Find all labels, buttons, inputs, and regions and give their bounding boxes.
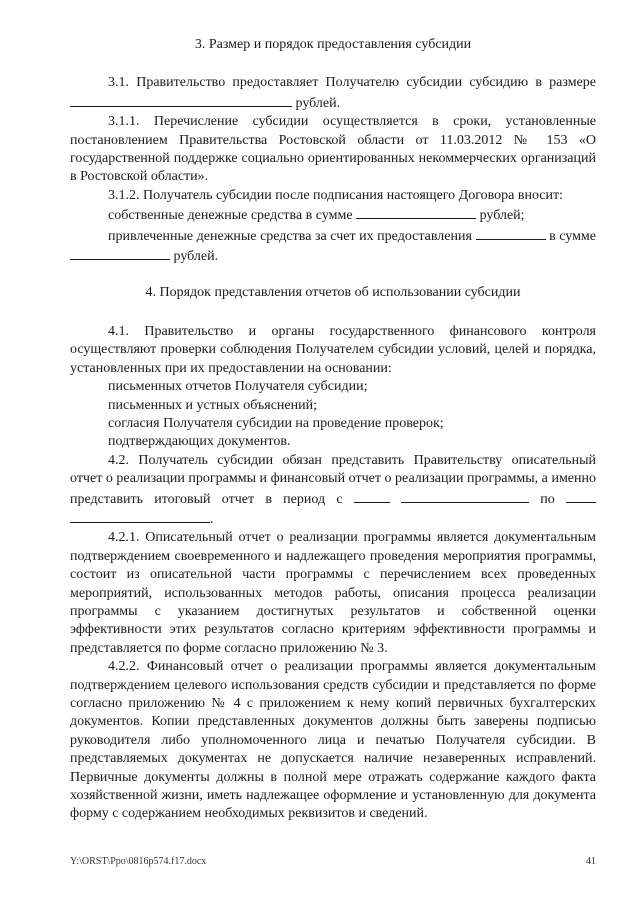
basis-item-2: письменных и устных объяснений; <box>108 397 318 413</box>
period-end-day-blank <box>566 489 596 503</box>
clause-3-1-1: 3.1.1. Перечисление субсидии осуществляется в сроки, установленные постановлением Правительства Ростовской области от 11.03.2012 № 153 «О государственной поддержке социально ориентированных некоммерческих организаций в Ростовской области». <box>70 114 596 185</box>
own-funds-label: собственные денежные средства в сумме <box>108 208 353 224</box>
clause-3-1 <box>70 74 596 113</box>
clause-4-2-2: 4.2.2. Финансовый отчет о реализации программы является документальным подтверждением целевого использования средств субсидии и представляется по форме согласно приложению № 4 с приложением к нему копий первичных бухгалтерских документов. Копии представленных документов должны быть заверены подписью руководителя либо уполномоченного лица и печатью Получателя субсидии. В представляемых документах не допускается наличие незаверенных исправлений. Первичные документы должны в полной мере отражать содержание каждого факта хозяйственной жизни, иметь надлежащее оформление и установленную для документа форму с содержанием необходимых реквизитов и сведений. <box>70 659 596 822</box>
basis-item-3: согласия Получателя субсидии на проведение проверок; <box>108 415 444 431</box>
attracted-amount-label: в сумме <box>549 228 597 244</box>
own-funds-unit: рублей; <box>479 208 525 224</box>
clause-4-2: 4.2. Получатель субсидии обязан представить Правительству описательный отчет о реализации программы и финансовый отчет о реализации программы, а именно представить итоговый отчет в период с по . <box>70 452 596 527</box>
clause-3-1-unit: рублей. <box>295 95 341 111</box>
attracted-source-blank <box>476 226 546 240</box>
attracted-amount-blank <box>70 246 170 260</box>
section-3-title: 3. Размер и порядок предоставления субсидии <box>194 37 472 52</box>
attracted-funds-label: привлеченные денежные средства за счет их предоставления <box>108 228 472 244</box>
attracted-funds-unit: рублей. <box>173 249 219 265</box>
clause-4-1: 4.1. Правительство и органы государственного финансового контроля осуществляют проверки соблюдения Получателем субсидии условий, целей и порядка, установленных при их предоставлении на основании: <box>70 323 596 376</box>
clause-4-2-1: 4.2.1. Описательный отчет о реализации программы является документальным подтверждением своевременного и надлежащего проведения мероприятия программы, состоит из описательной части программы с перечислением всех проведенных мероприятий, использованных методов работы, описания процесса реализации программы с указанием достигнутых результатов и собственной оценки эффективности этих результатов согласно критериям эффективности программы и представляется по форме согласно приложению № 3. <box>70 530 596 656</box>
own-funds-line <box>70 205 596 225</box>
period-start-day-blank <box>354 489 390 503</box>
basis-item-4: подтверждающих документов. <box>108 434 291 450</box>
clause-3-1-label: в размере <box>535 75 597 91</box>
period-start-blank <box>401 489 529 503</box>
period-to-label: по <box>540 491 555 507</box>
file-path: Y:\ORST\Ppo\0816p574.f17.docx <box>70 856 207 867</box>
clause-3-1-2: 3.1.2. Получатель субсидии после подписания настоящего Договора вносит: <box>108 187 564 203</box>
section-4-title: 4. Порядок представления отчетов об использовании субсидии <box>145 285 521 301</box>
document-page <box>70 36 596 824</box>
basis-item-1: письменных отчетов Получателя субсидии; <box>108 379 368 395</box>
page-number: 41 <box>586 856 596 867</box>
clause-3-1-text: 3.1. Правительство предоставляет Получателю субсидии субсидию <box>108 75 529 91</box>
amount-blank <box>70 93 292 107</box>
clause-4-2-text: 4.2. Получатель субсидии обязан представить Правительству описательный отчет о реализации программы и финансовый отчет о реализации программы, а именно представить итоговый отчет в период с <box>70 452 596 507</box>
attracted-funds-line <box>70 226 596 267</box>
own-funds-blank <box>356 205 476 219</box>
period-end-blank <box>70 509 210 523</box>
